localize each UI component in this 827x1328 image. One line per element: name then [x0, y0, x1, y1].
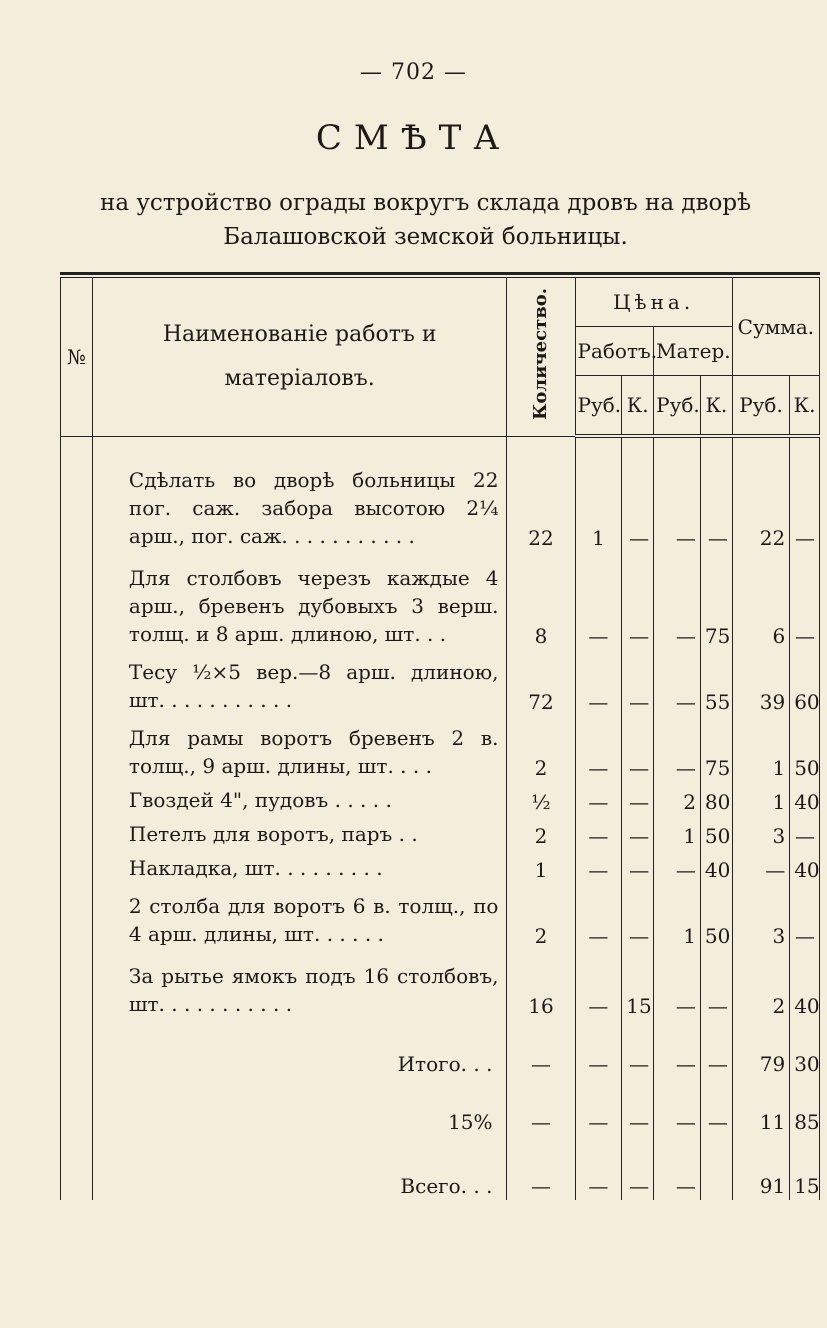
row-number: [61, 650, 93, 716]
total-label: Итого. . .: [92, 1020, 507, 1078]
cell-qty: 8: [507, 552, 575, 650]
row-number: [61, 950, 93, 1020]
row-number: [61, 1020, 93, 1078]
cell-wk: —: [622, 650, 654, 716]
cell-wr: —: [575, 716, 622, 782]
header-sum-kop: К.: [790, 376, 820, 437]
cell-wk: 15: [622, 950, 654, 1020]
table-row: [61, 782, 820, 816]
cell-wk: —: [622, 1136, 654, 1200]
cell-mk: —: [700, 454, 732, 552]
table-body: [61, 436, 820, 1200]
row-number: [61, 454, 93, 552]
table-row: [61, 716, 820, 782]
cell-sk: 40: [790, 850, 820, 884]
cell-mr: 1: [654, 884, 701, 950]
cell-sr: 1: [732, 716, 789, 782]
row-name: Тесу ½×5 вер.—8 арш. длиною, шт. . . . . . . . . . .: [92, 650, 507, 716]
row-number: [61, 850, 93, 884]
cell-mk: 50: [700, 884, 732, 950]
cell-wr: —: [575, 552, 622, 650]
row-name: Накладка, шт. . . . . . . . .: [92, 850, 507, 884]
cell-wk: —: [622, 884, 654, 950]
page-number: — 702 —: [360, 60, 467, 85]
cell-qty: 22: [507, 454, 575, 552]
header-sum-rub: Руб.: [732, 376, 789, 437]
cell-wr: —: [575, 850, 622, 884]
header-work-rub: Руб.: [575, 376, 622, 437]
row-name: 2 столба для воротъ 6 в. толщ., по 4 арш. длины, шт. . . . . .: [92, 884, 507, 950]
total-label: 15%: [92, 1078, 507, 1136]
cell-wk: —: [622, 716, 654, 782]
row-number: [61, 782, 93, 816]
table-row: [61, 884, 820, 950]
table-top-rule: [60, 272, 820, 275]
header-quantity: [507, 278, 575, 437]
cell-mr: —: [654, 1078, 701, 1136]
cell-qty: 72: [507, 650, 575, 716]
cell-qty: 16: [507, 950, 575, 1020]
cell-sr: —: [732, 850, 789, 884]
cell-sk: —: [790, 884, 820, 950]
row-number: [61, 816, 93, 850]
cell-wr: —: [575, 1020, 622, 1078]
header-work: Работъ.: [575, 327, 654, 376]
cell-mk: 75: [700, 552, 732, 650]
cell-sr: 22: [732, 454, 789, 552]
cell-sk: 85: [790, 1078, 820, 1136]
document-subtitle: на устройство ограды вокругъ склада дровъ на дворѣ Балашовской земской больницы.: [100, 190, 751, 250]
row-number: [61, 884, 93, 950]
cell-qty: 2: [507, 716, 575, 782]
cell-mr: —: [654, 716, 701, 782]
header-price: Цѣна.: [575, 278, 732, 327]
cell-qty: —: [507, 1078, 575, 1136]
cell-sr: 11: [732, 1078, 789, 1136]
cell-sk: 15: [790, 1136, 820, 1200]
spacer-row: [61, 436, 820, 454]
row-number: [61, 1078, 93, 1136]
row-number: [61, 1136, 93, 1200]
cell-mr: —: [654, 1020, 701, 1078]
cell-qty: 2: [507, 884, 575, 950]
cell-sk: —: [790, 816, 820, 850]
cell-mr: 1: [654, 816, 701, 850]
row-name: За рытье ямокъ подъ 16 столбовъ, шт. . . . . . . . . . .: [92, 950, 507, 1020]
cell-mr: —: [654, 850, 701, 884]
cell-sk: 30: [790, 1020, 820, 1078]
cell-wr: —: [575, 1078, 622, 1136]
cell-sk: —: [790, 454, 820, 552]
cell-wr: —: [575, 884, 622, 950]
header-mat-rub: Руб.: [654, 376, 701, 437]
cell-wr: —: [575, 1136, 622, 1200]
table-row: [61, 454, 820, 552]
header-name: Наименованіе работъ и матеріаловъ.: [92, 278, 507, 437]
cell-mk: 55: [700, 650, 732, 716]
cell-mr: —: [654, 454, 701, 552]
header-number: №: [61, 278, 93, 437]
cell-mr: —: [654, 552, 701, 650]
total-label: Всего. . .: [92, 1136, 507, 1200]
cell-wk: —: [622, 552, 654, 650]
cell-sk: 40: [790, 782, 820, 816]
cell-mk: 80: [700, 782, 732, 816]
cell-sk: 40: [790, 950, 820, 1020]
cell-wr: 1: [575, 454, 622, 552]
cell-sr: 6: [732, 552, 789, 650]
total-row: [61, 1020, 820, 1078]
cell-mk: —: [700, 950, 732, 1020]
cell-mk: —: [700, 1020, 732, 1078]
cell-mk: 40: [700, 850, 732, 884]
cell-wk: —: [622, 1078, 654, 1136]
row-number: [61, 552, 93, 650]
estimate-table: [60, 277, 820, 1200]
row-name: Для рамы воротъ бревенъ 2 в. толщ., 9 арш. длины, шт. . . .: [92, 716, 507, 782]
header-sum: Сумма.: [732, 278, 819, 376]
table-row: [61, 950, 820, 1020]
cell-sr: 1: [732, 782, 789, 816]
header-mat-kop: К.: [700, 376, 732, 437]
cell-mk: [700, 1136, 732, 1200]
cell-sr: 3: [732, 816, 789, 850]
cell-qty: 1: [507, 850, 575, 884]
total-row: [61, 1136, 820, 1200]
row-name: Гвоздей 4", пудовъ . . . . .: [92, 782, 507, 816]
cell-sr: 79: [732, 1020, 789, 1078]
cell-mk: —: [700, 1078, 732, 1136]
cell-mr: 2: [654, 782, 701, 816]
cell-wr: —: [575, 950, 622, 1020]
cell-wk: —: [622, 850, 654, 884]
cell-wk: —: [622, 816, 654, 850]
row-name: Петелъ для воротъ, паръ . .: [92, 816, 507, 850]
cell-wk: —: [622, 782, 654, 816]
cell-sr: 3: [732, 884, 789, 950]
cell-mr: —: [654, 650, 701, 716]
table-row: [61, 816, 820, 850]
row-name: Для столбовъ черезъ каждые 4 арш., бревенъ дубовыхъ 3 верш. толщ. и 8 арш. длиною, шт. . .: [92, 552, 507, 650]
cell-wr: —: [575, 782, 622, 816]
cell-sr: 39: [732, 650, 789, 716]
cell-qty: —: [507, 1136, 575, 1200]
row-number: [61, 716, 93, 782]
cell-qty: —: [507, 1020, 575, 1078]
cell-sr: 2: [732, 950, 789, 1020]
table-row: [61, 850, 820, 884]
cell-wr: —: [575, 650, 622, 716]
cell-mr: —: [654, 1136, 701, 1200]
cell-qty: 2: [507, 816, 575, 850]
cell-sk: 60: [790, 650, 820, 716]
cell-qty: ½: [507, 782, 575, 816]
cell-wk: —: [622, 454, 654, 552]
cell-mr: —: [654, 950, 701, 1020]
document-title: СМѢТА: [315, 118, 512, 158]
table-row: [61, 650, 820, 716]
cell-wr: —: [575, 816, 622, 850]
cell-mk: 75: [700, 716, 732, 782]
cell-sk: —: [790, 552, 820, 650]
header-materials: Матер.: [654, 327, 733, 376]
cell-sk: 50: [790, 716, 820, 782]
cell-mk: 50: [700, 816, 732, 850]
cell-sr: 91: [732, 1136, 789, 1200]
header-work-kop: К.: [622, 376, 654, 437]
row-name: Сдѣлать во дворѣ больницы 22 пог. саж. забора высотою 2¼ арш., пог. саж. . . . . . . . . . .: [92, 454, 507, 552]
total-row: [61, 1078, 820, 1136]
cell-wk: —: [622, 1020, 654, 1078]
table-row: [61, 552, 820, 650]
header-quantity-label: Количество.: [530, 288, 552, 421]
